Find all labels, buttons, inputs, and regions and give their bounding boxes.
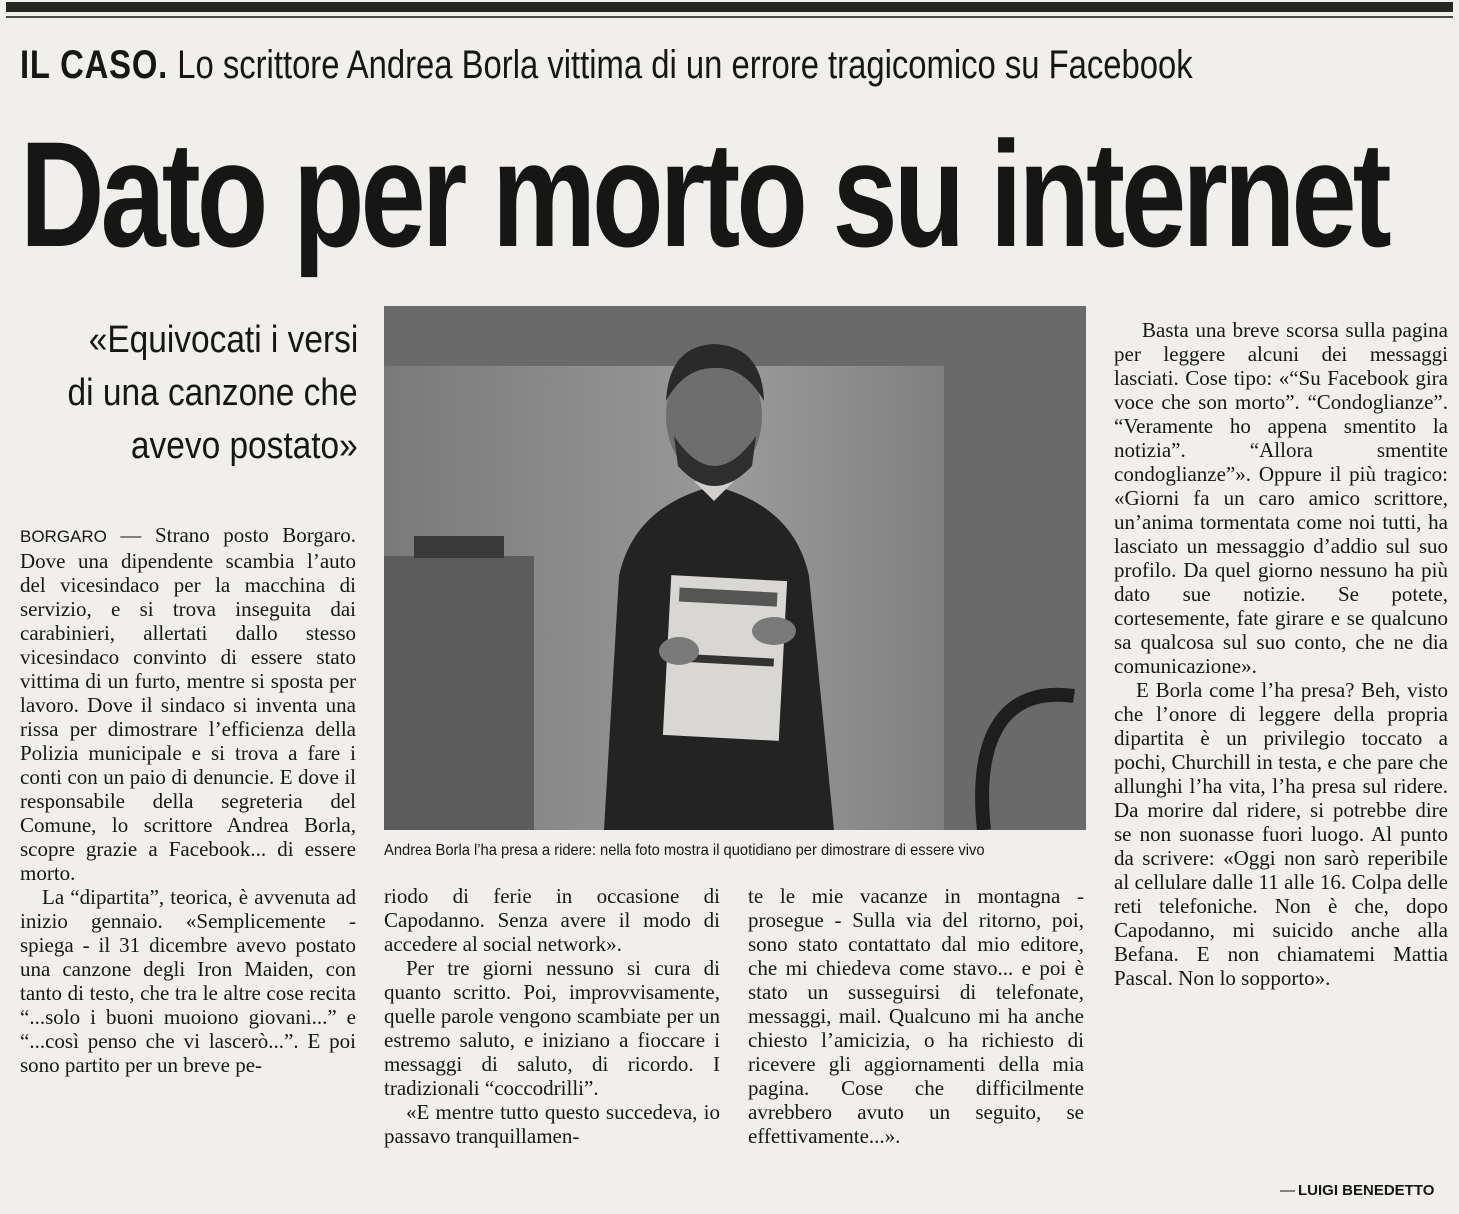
subhead-line-1: «Equivocati i versi [88,319,358,361]
article-column-2 [384,884,720,1148]
headline: Dato per morto su internet [20,110,1388,278]
dateline: BORGARO [20,527,107,546]
top-rule-thin [6,16,1453,18]
photo [384,306,1086,830]
photo-caption [384,840,1086,862]
paragraph: riodo di ferie in occasione di Capodanno. Senza avere il modo di accedere al social network». [384,884,720,956]
kicker-label: IL CASO. [20,43,169,87]
paragraph: «E mentre tutto questo succedeva, io passavo tranquillamen- [384,1100,720,1148]
paragraph: Basta una breve scorsa sulla pagina per leggere alcuni dei messaggi lasciati. Cose tipo: «“Su Facebook gira voce che son morto”. “Condoglianze”. “Veramente ho appena smentito la notizia”. “Allora smentite condoglianze”». Oppure il più tragico: «Giorni fa un caro amico scrittore, un’anima tormentata come noi tutti, ha lasciato un messaggio d’addio sul suo profilo. Da quel giorno nessuno ha più dato sue notizie. Se potete, cortesemente, fate girare e se qualcuno sa qualcosa sul suo conto, che ne dia comunicazione». [1114,318,1448,678]
kicker-text: Lo scrittore Andrea Borla vittima di un errore tragicomico su Facebook [177,43,1193,87]
article-column-4 [1114,318,1448,990]
byline [1280,1182,1450,1199]
subheadline [20,314,358,473]
article-column-1 [20,523,356,1077]
photo-caption-text: Andrea Borla l’ha presa a ridere: nella foto mostra il quotidiano per dimostrare di essere vivo [384,842,985,859]
top-rule-thick [6,2,1453,12]
photo-cabinet [384,556,534,830]
photo-door [944,306,1086,830]
kicker [20,40,1193,90]
paragraph: Per tre giorni nessuno si cura di quanto scritto. Poi, improvvisamente, quelle parole vengono scambiate per un estremo saluto, e iniziano a fioccare i messaggi di saluto, di ricordo. I tradizionali “coccodrilli”. [384,956,720,1100]
photo-illustration [384,306,1086,830]
article-column-3 [748,884,1084,1148]
photo-right-hand [752,617,796,645]
photo-tray [414,536,504,558]
paragraph: te le mie vacanze in montagna - prosegue - Sulla via del ritorno, poi, sono stato contattato dal mio editore, che mi chiedeva come stavo... e poi è stato un susseguirsi di telefonate, messaggi, mail. Qualcuno mi ha anche chiesto l’amicizia, o ha richiesto di ricevere gli aggiornamenti della mia pagina. Cose che difficilmente avrebbero avuto un seguito, se effettivamente...». [748,884,1084,1148]
paragraph-text: — Strano posto Borgaro. Dove una dipendente scambia l’auto del vicesindaco per la macchina di servizio, e si trova inseguita dai carabinieri, allertati dallo stesso vicesindaco convinto di essere stato vittima di un furto, mentre si sposta per lavoro. Dove il sindaco si inventa una rissa per dimostrare l’efficienza della Polizia municipale e si trova a fare i conti con un paio di denuncie. E dove il responsabile della segreteria del Comune, lo scrittore Andrea Borla, scopre grazie a Facebook... di essere morto. [20,523,356,885]
byline-author: LUIGI BENEDETTO [1298,1182,1435,1199]
photo-left-hand [659,637,699,665]
subhead-line-2: di una canzone che [67,372,358,414]
byline-dash: — [1280,1182,1294,1199]
paragraph: La “dipartita”, teorica, è avvenuta ad inizio gennaio. «Semplicemente - spiega - il 31 dicembre avevo postato una canzone degli Iron Maiden, con tanto di testo, che tra le altre cose recita “...solo i buoni muoiono giovani...” e “...così penso che vi lascerò...”. E poi sono partito per un breve pe- [20,885,356,1077]
paragraph: E Borla come l’ha presa? Beh, visto che l’onore di leggere della propria dipartita è un privilegio toccato a pochi, Churchill in testa, e che pare che allunghi l’ha vita, l’ha presa sul ridere. Da morire dal ridere, si potrebbe dire se non suonasse fuori luogo. Al punto da scrivere: «Oggi non sarò reperibile al cellulare dalle 11 alle 16. Colpa delle reti telefoniche. Non è che, dopo Capodanno, mi suicido anche alla Befana. E non chiamatemi Mattia Pascal. Non lo sopporto». [1114,678,1448,990]
paragraph [20,523,356,885]
subhead-line-3: avevo postato» [131,425,358,467]
